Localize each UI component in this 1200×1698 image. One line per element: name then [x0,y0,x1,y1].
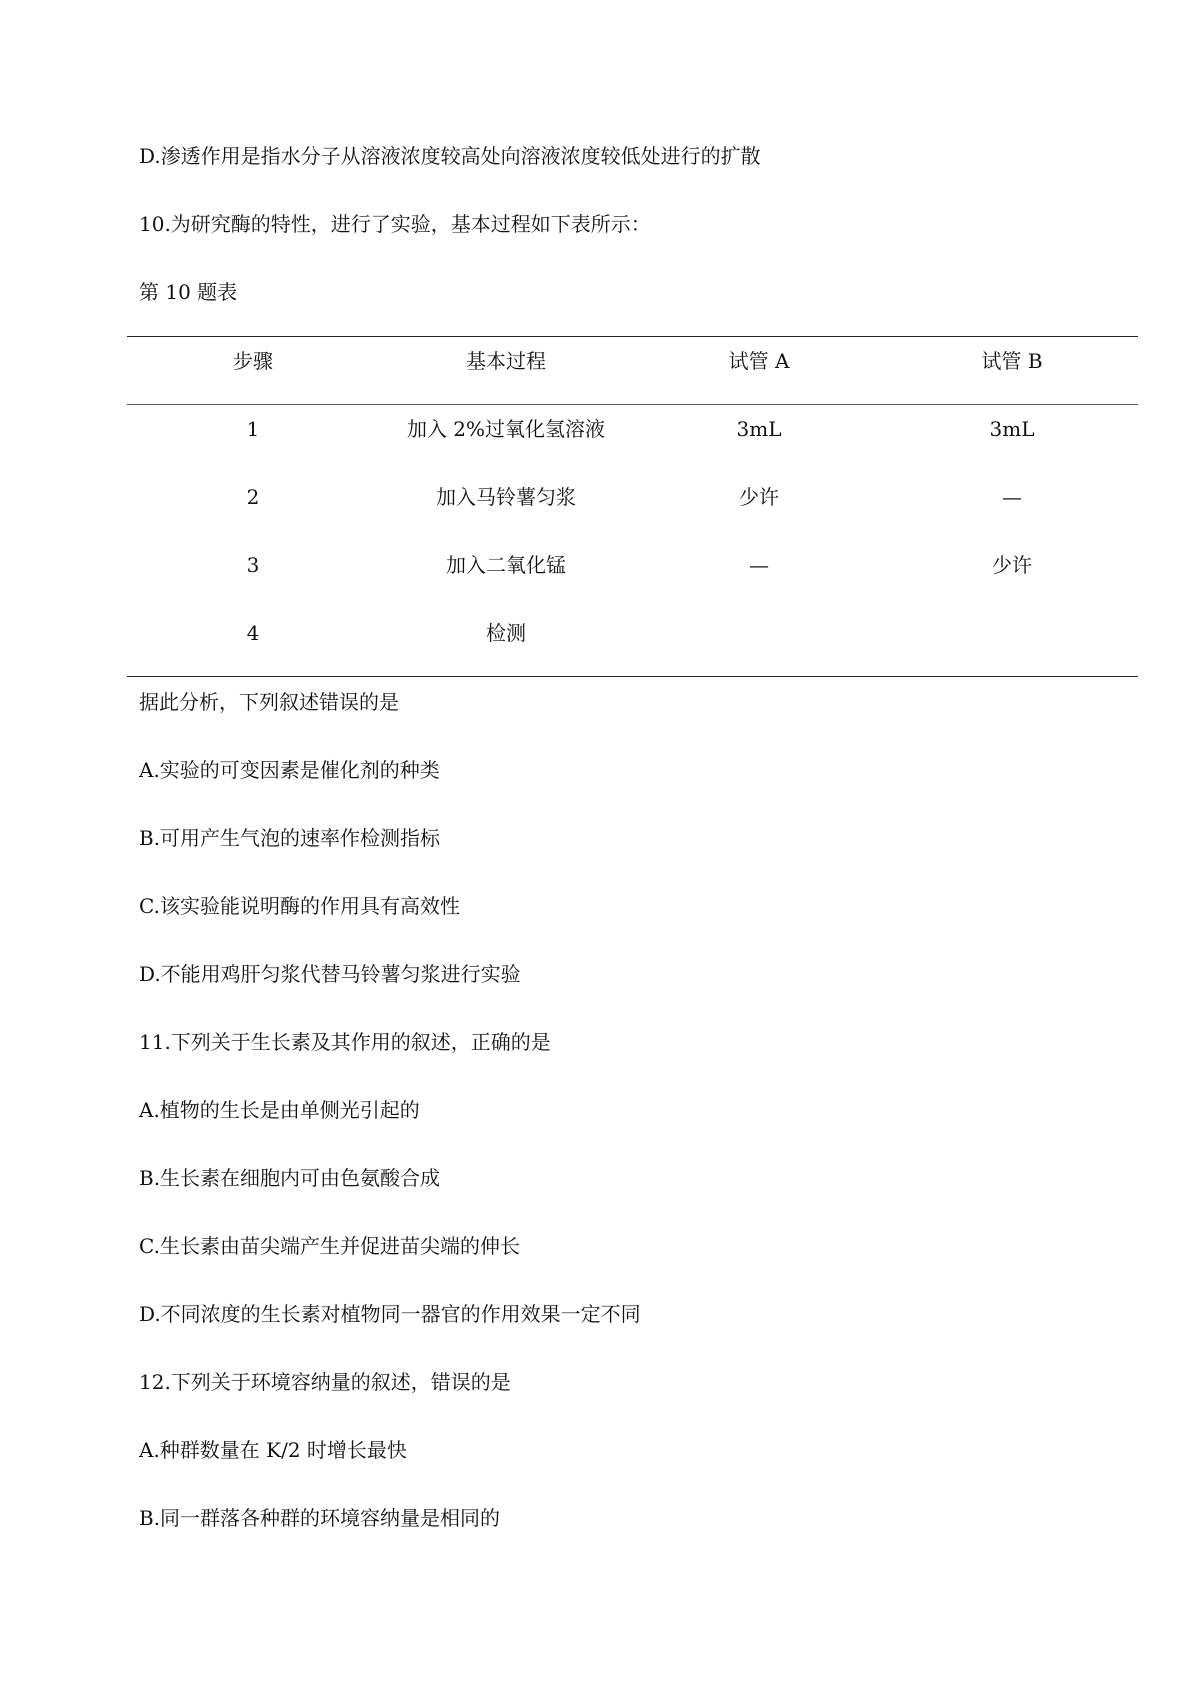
table-cell: — [1002,485,1022,509]
table-bottom-rule [127,676,1138,677]
q12-option-a: A.种群数量在 K/2 时增长最快 [139,1438,407,1462]
table-cell: — [749,553,769,577]
q10-option-d: D.不能用鸡肝匀浆代替马铃薯匀浆进行实验 [139,962,521,986]
q11-option-d: D.不同浓度的生长素对植物同一器官的作用效果一定不同 [139,1302,641,1326]
question-10-stem: 10.为研究酶的特性，进行了实验，基本过程如下表所示： [139,212,651,236]
table-cell: 检测 [486,621,526,645]
table-cell: 少许 [739,485,779,509]
table-header-tube-a: 试管 A [728,349,790,373]
table-header-tube-b: 试管 B [981,349,1043,373]
table-cell: 3mL [989,417,1035,441]
question-11-stem: 11.下列关于生长素及其作用的叙述，正确的是 [139,1030,551,1054]
option-d-osmosis: D.渗透作用是指水分子从溶液浓度较高处向溶液浓度较低处进行的扩散 [139,144,761,168]
q10-option-b: B.可用产生气泡的速率作检测指标 [139,826,441,850]
q12-option-b: B.同一群落各种群的环境容纳量是相同的 [139,1506,501,1530]
q11-option-b: B.生长素在细胞内可由色氨酸合成 [139,1166,441,1190]
table-cell: 加入 2%过氧化氢溶液 [406,417,606,441]
table-header-process: 基本过程 [466,349,546,373]
table-cell: 4 [246,621,260,645]
question-10-prompt: 据此分析，下列叙述错误的是 [139,690,399,714]
table-header-rule [127,404,1138,405]
table-cell: 3mL [736,417,782,441]
table-cell: 1 [246,417,260,441]
table-cell: 2 [246,485,260,509]
q10-option-c: C.该实验能说明酶的作用具有高效性 [139,894,460,918]
q11-option-a: A.植物的生长是由单侧光引起的 [139,1098,420,1122]
q10-option-a: A.实验的可变因素是催化剂的种类 [139,758,440,782]
table-cell: 加入二氧化锰 [446,553,566,577]
question-12-stem: 12.下列关于环境容纳量的叙述，错误的是 [139,1370,511,1394]
table-cell: 少许 [992,553,1032,577]
table-caption: 第 10 题表 [139,280,238,304]
q11-option-c: C.生长素由苗尖端产生并促进苗尖端的伸长 [139,1234,520,1258]
table-top-rule [127,336,1138,337]
table-cell: 加入马铃薯匀浆 [436,485,576,509]
table-cell: 3 [246,553,260,577]
table-header-step: 步骤 [233,349,273,373]
